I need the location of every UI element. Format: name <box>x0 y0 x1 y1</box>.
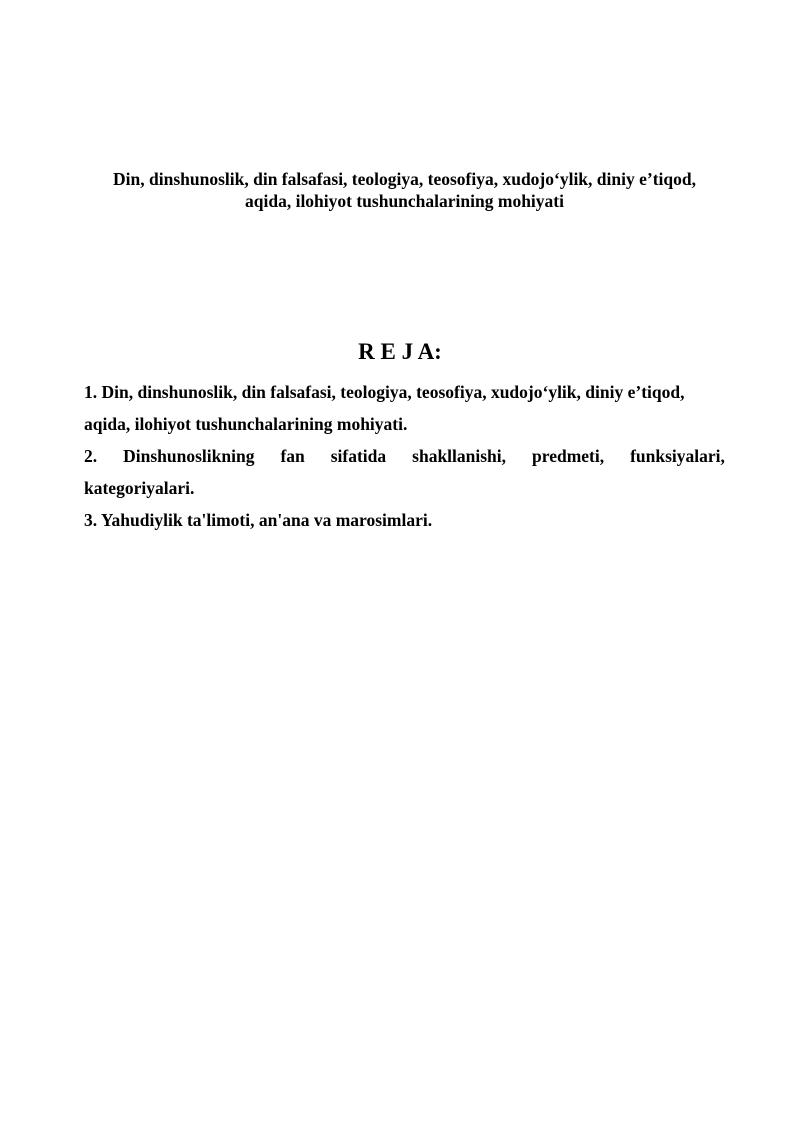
plan-item-2-line-2: kategoriyalari. <box>84 478 195 498</box>
plan-item-2-line-1 <box>84 440 725 472</box>
plan-item-2-word: predmeti, <box>532 446 605 466</box>
plan-item-2-word: Dinshunoslikning <box>123 446 255 466</box>
plan-item-2-word: 2. <box>84 446 98 466</box>
plan-heading: R E J A: <box>358 339 442 364</box>
plan-item-3 <box>84 504 725 536</box>
document-title-line-2: aqida, ilohiyot tushunchalarining mohiyati <box>245 191 564 211</box>
plan-item-2-word: fan <box>280 446 305 466</box>
plan-item-1-line-2: aqida, ilohiyot tushunchalarining mohiyati. <box>84 414 408 434</box>
plan-item-2-word: shakllanishi, <box>412 446 507 466</box>
plan-list <box>84 376 725 536</box>
document-title-line-1: Din, dinshunoslik, din falsafasi, teologiya, teosofiya, xudojo‘ylik, diniy e’tiqod, <box>113 169 696 189</box>
document-title <box>84 168 725 212</box>
plan-item-2-word: funksiyalari, <box>630 446 725 466</box>
plan-item-1-line-1: 1. Din, dinshunoslik, din falsafasi, teologiya, teosofiya, xudojo‘ylik, diniy e’tiqod, <box>84 382 685 402</box>
plan-item-1 <box>84 376 725 440</box>
plan-item-2 <box>84 440 725 504</box>
plan-item-2-word: sifatida <box>330 446 387 466</box>
plan-item-3-line-1: 3. Yahudiylik ta'limoti, an'ana va marosimlari. <box>84 510 433 530</box>
